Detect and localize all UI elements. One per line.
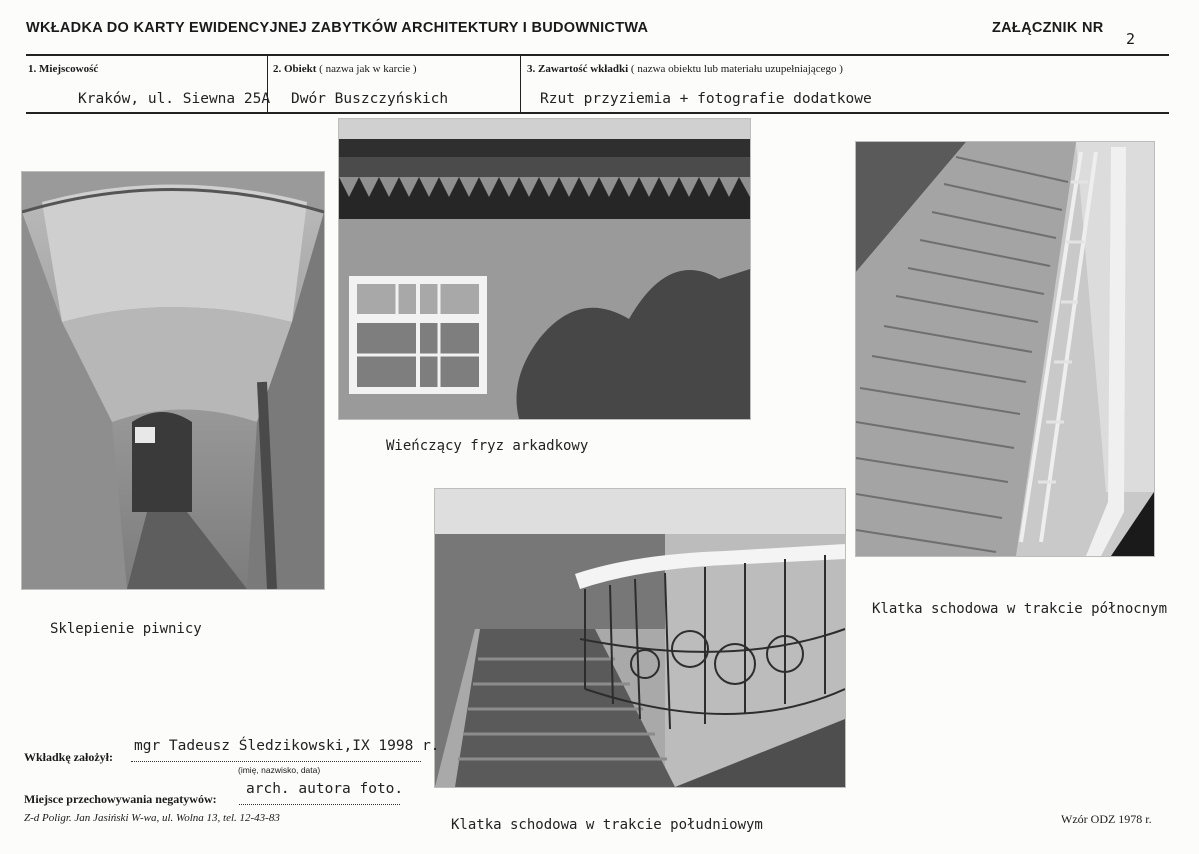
contents-value: Rzut przyziemia + fotografie dodatkowe xyxy=(540,91,872,107)
south-staircase-photo xyxy=(434,488,846,788)
negatives-dotline xyxy=(239,803,400,805)
author-dotline xyxy=(131,760,421,762)
arcade-frieze-photo xyxy=(338,118,751,420)
north-staircase-photo xyxy=(855,141,1155,557)
contents-label: 3. Zawartość wkładki ( nazwa obiektu lub materiału uzupełniającego ) xyxy=(527,63,843,75)
negatives-value: arch. autora foto. xyxy=(246,781,404,797)
printer-imprint: Z-d Poligr. Jan Jasiński W-wa, ul. Wolna 13, tel. 12-43-83 xyxy=(24,812,280,824)
locality-value: Kraków, ul. Siewna 25A xyxy=(78,91,271,107)
header-top-rule xyxy=(26,54,1169,56)
author-hint: (imię, nazwisko, data) xyxy=(238,765,321,775)
form-title: WKŁADKA DO KARTY EWIDENCYJNEJ ZABYTKÓW ARCHITEKTURY I BUDOWNICTWA xyxy=(26,20,649,36)
field-divider-2 xyxy=(520,56,521,112)
south-staircase-caption: Klatka schodowa w trakcie południowym xyxy=(451,817,763,833)
attachment-number: 2 xyxy=(1126,30,1136,48)
form-model: Wzór ODZ 1978 r. xyxy=(1061,812,1152,826)
cellar-vault-photo xyxy=(21,171,325,590)
header-bottom-rule xyxy=(26,112,1169,114)
north-staircase-caption: Klatka schodowa w trakcie północnym xyxy=(872,601,1168,617)
object-label: 2. Obiekt ( nazwa jak w karcie ) xyxy=(273,63,417,75)
negatives-label: Miejsce przechowywania negatywów: xyxy=(24,792,217,806)
author-label: Wkładkę założył: xyxy=(24,750,113,764)
locality-label: 1. Miejscowość xyxy=(28,63,99,75)
cellar-vault-caption: Sklepienie piwnicy xyxy=(50,621,202,637)
object-value: Dwór Buszczyńskich xyxy=(291,91,449,107)
arcade-frieze-caption: Wieńczący fryz arkadkowy xyxy=(386,438,589,454)
attachment-label: ZAŁĄCZNIK NR xyxy=(992,20,1104,36)
author-value: mgr Tadeusz Śledzikowski,IX 1998 r. xyxy=(134,738,440,754)
